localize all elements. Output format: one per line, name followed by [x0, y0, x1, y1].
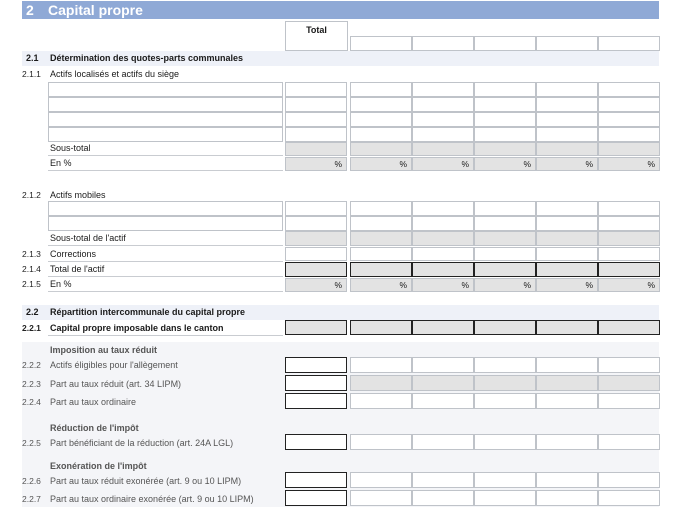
section-title: Capital propre	[48, 2, 143, 18]
row-code: 2.2.1	[22, 323, 41, 333]
row-label: En %	[50, 158, 72, 168]
eligible-assets-field[interactable]	[412, 357, 474, 373]
exempt-reduced-field[interactable]	[412, 472, 474, 488]
row-label: Actifs mobiles	[50, 190, 106, 200]
amount-field[interactable]	[285, 216, 347, 231]
subtotal-field	[350, 231, 412, 246]
amount-field[interactable]	[598, 82, 660, 97]
total-field	[598, 262, 660, 277]
row-label: Corrections	[50, 249, 97, 259]
row-code: 2.2.3	[22, 379, 41, 389]
amount-field[interactable]	[412, 82, 474, 97]
reduced-rate-field[interactable]	[536, 375, 598, 391]
section-2-1-title: Détermination des quotes-parts communales	[50, 53, 244, 63]
row-code: 2.1.2	[22, 190, 41, 200]
subtotal-field	[285, 231, 347, 246]
amount-field[interactable]	[474, 82, 536, 97]
correction-field[interactable]	[412, 247, 474, 261]
municipality-header-field[interactable]	[598, 36, 660, 51]
total-field	[412, 262, 474, 277]
row-label: Part au taux ordinaire	[50, 397, 137, 407]
municipality-name-field[interactable]	[48, 201, 283, 216]
amount-field[interactable]	[474, 201, 536, 216]
exempt-ordinary-field[interactable]	[536, 490, 598, 506]
amount-field[interactable]	[350, 127, 412, 142]
eligible-assets-field[interactable]	[474, 357, 536, 373]
amount-field[interactable]	[536, 112, 598, 127]
row-label: Capital propre imposable dans le canton	[50, 323, 224, 333]
amount-field[interactable]	[474, 97, 536, 112]
divider	[48, 245, 283, 246]
amount-field[interactable]	[285, 82, 347, 97]
row-code: 2.2.5	[22, 438, 41, 448]
exempt-reduced-field[interactable]	[350, 472, 412, 488]
row-label: Actifs localisés et actifs du siège	[50, 69, 180, 79]
amount-field[interactable]	[412, 201, 474, 216]
percent-field: %	[412, 278, 474, 292]
ordinary-rate-field[interactable]	[474, 393, 536, 409]
amount-field[interactable]	[412, 97, 474, 112]
municipality-name-field[interactable]	[48, 97, 283, 112]
row-label: Part au taux ordinaire exonérée (art. 9 ou 10 LIPM)	[50, 494, 254, 504]
taxable-capital-field	[598, 320, 660, 335]
row-label: Part au taux réduit exonérée (art. 9 ou 10 LIPM)	[50, 476, 242, 486]
amount-field[interactable]	[474, 127, 536, 142]
reduced-rate-field[interactable]	[412, 375, 474, 391]
amount-field[interactable]	[474, 216, 536, 231]
amount-field[interactable]	[536, 216, 598, 231]
ordinary-rate-field[interactable]	[536, 393, 598, 409]
percent-field: %	[285, 157, 347, 171]
amount-field[interactable]	[285, 112, 347, 127]
amount-field[interactable]	[285, 201, 347, 216]
reduction-field[interactable]	[350, 434, 412, 450]
row-code: 2.1.1	[22, 69, 41, 79]
ordinary-rate-field[interactable]	[412, 393, 474, 409]
reduced-rate-field[interactable]	[285, 375, 347, 391]
row-label: Part au taux réduit (art. 34 LIPM)	[50, 379, 182, 389]
exempt-reduced-field[interactable]	[474, 472, 536, 488]
subheading: Imposition au taux réduit	[50, 345, 158, 355]
percent-field: %	[474, 278, 536, 292]
amount-field[interactable]	[536, 82, 598, 97]
correction-field[interactable]	[285, 247, 347, 261]
amount-field[interactable]	[412, 127, 474, 142]
amount-field[interactable]	[598, 127, 660, 142]
row-code: 2.2.7	[22, 494, 41, 504]
reduction-field[interactable]	[536, 434, 598, 450]
subtotal-field	[474, 231, 536, 246]
row-code: 2.1.5	[22, 279, 41, 289]
subtotal-field	[598, 231, 660, 246]
percent-field: %	[598, 278, 660, 292]
reduced-rate-field[interactable]	[474, 375, 536, 391]
taxable-capital-field	[536, 320, 598, 335]
municipality-name-field[interactable]	[48, 112, 283, 127]
row-label: Total de l'actif	[50, 264, 105, 274]
row-label: Part bénéficiant de la réduction (art. 24A LGL)	[50, 438, 234, 448]
divider	[48, 291, 283, 292]
subtotal-field	[285, 142, 347, 156]
municipality-header-field[interactable]	[474, 36, 536, 51]
total-field	[285, 262, 347, 277]
amount-field[interactable]	[412, 216, 474, 231]
total-field	[474, 262, 536, 277]
amount-field[interactable]	[598, 201, 660, 216]
divider	[48, 335, 283, 336]
amount-field[interactable]	[598, 112, 660, 127]
section-header	[22, 1, 659, 19]
exempt-reduced-field[interactable]	[536, 472, 598, 488]
amount-field[interactable]	[350, 82, 412, 97]
section-2-1-header	[22, 51, 659, 66]
amount-field[interactable]	[412, 112, 474, 127]
row-label: Sous-total	[50, 143, 91, 153]
ordinary-rate-field[interactable]	[350, 393, 412, 409]
exempt-reduced-field[interactable]	[285, 472, 347, 488]
percent-field: %	[412, 157, 474, 171]
reduction-field[interactable]	[285, 434, 347, 450]
amount-field[interactable]	[285, 127, 347, 142]
subtotal-field	[412, 142, 474, 156]
row-code: 2.2.2	[22, 360, 41, 370]
section-2-2-header	[22, 305, 659, 320]
municipality-header-field[interactable]	[536, 36, 598, 51]
subtotal-field	[536, 231, 598, 246]
reduced-rate-field[interactable]	[598, 375, 660, 391]
percent-field: %	[536, 157, 598, 171]
row-code: 2.2.6	[22, 476, 41, 486]
exempt-reduced-field[interactable]	[598, 472, 660, 488]
amount-field[interactable]	[536, 127, 598, 142]
municipality-name-field[interactable]	[48, 82, 283, 97]
amount-field[interactable]	[350, 216, 412, 231]
eligible-assets-field[interactable]	[285, 357, 347, 373]
section-number: 2	[26, 2, 34, 18]
divider	[48, 170, 283, 171]
correction-field[interactable]	[536, 247, 598, 261]
divider	[48, 155, 283, 156]
reduction-field[interactable]	[598, 434, 660, 450]
section-2-2-number: 2.2	[26, 307, 39, 317]
divider	[48, 261, 283, 262]
reduction-field[interactable]	[412, 434, 474, 450]
total-field	[536, 262, 598, 277]
taxable-capital-field	[285, 320, 347, 335]
row-code: 2.2.4	[22, 397, 41, 407]
correction-field[interactable]	[598, 247, 660, 261]
amount-field[interactable]	[598, 216, 660, 231]
row-label: Actifs éligibles pour l'allègement	[50, 360, 178, 370]
taxable-capital-field	[350, 320, 412, 335]
amount-field[interactable]	[350, 201, 412, 216]
row-code: 2.1.4	[22, 264, 41, 274]
subheading: Réduction de l'impôt	[50, 423, 139, 433]
municipality-name-field[interactable]	[48, 216, 283, 231]
section-2-2-title: Répartition intercommunale du capital propre	[50, 307, 246, 317]
ordinary-rate-field[interactable]	[598, 393, 660, 409]
exempt-ordinary-field[interactable]	[412, 490, 474, 506]
subtotal-field	[474, 142, 536, 156]
exempt-ordinary-field[interactable]	[474, 490, 536, 506]
total-column-header: Total	[285, 21, 348, 51]
reduced-rate-field[interactable]	[350, 375, 412, 391]
taxable-capital-field	[412, 320, 474, 335]
amount-field[interactable]	[350, 97, 412, 112]
correction-field[interactable]	[474, 247, 536, 261]
subtotal-field	[350, 142, 412, 156]
subtotal-field	[412, 231, 474, 246]
subheading: Exonération de l'impôt	[50, 461, 147, 471]
municipality-name-field[interactable]	[48, 127, 283, 142]
municipality-header-field[interactable]	[350, 36, 412, 51]
correction-field[interactable]	[350, 247, 412, 261]
amount-field[interactable]	[536, 201, 598, 216]
percent-field: %	[350, 157, 412, 171]
eligible-assets-field[interactable]	[350, 357, 412, 373]
row-label: Sous-total de l'actif	[50, 233, 126, 243]
divider	[48, 276, 283, 277]
amount-field[interactable]	[474, 112, 536, 127]
percent-field: %	[598, 157, 660, 171]
eligible-assets-field[interactable]	[598, 357, 660, 373]
row-label: En %	[50, 279, 72, 289]
amount-field[interactable]	[350, 112, 412, 127]
percent-field: %	[350, 278, 412, 292]
amount-field[interactable]	[598, 97, 660, 112]
exempt-ordinary-field[interactable]	[350, 490, 412, 506]
amount-field[interactable]	[536, 97, 598, 112]
exempt-ordinary-field[interactable]	[285, 490, 347, 506]
amount-field[interactable]	[285, 97, 347, 112]
percent-field: %	[536, 278, 598, 292]
reduction-field[interactable]	[474, 434, 536, 450]
municipality-header-field[interactable]	[412, 36, 474, 51]
percent-field: %	[474, 157, 536, 171]
eligible-assets-field[interactable]	[536, 357, 598, 373]
ordinary-rate-field[interactable]	[285, 393, 347, 409]
percent-field: %	[285, 278, 347, 292]
taxable-capital-field	[474, 320, 536, 335]
exempt-ordinary-field[interactable]	[598, 490, 660, 506]
subtotal-field	[536, 142, 598, 156]
subtotal-field	[598, 142, 660, 156]
section-2-1-number: 2.1	[26, 53, 39, 63]
total-field	[350, 262, 412, 277]
row-code: 2.1.3	[22, 249, 41, 259]
